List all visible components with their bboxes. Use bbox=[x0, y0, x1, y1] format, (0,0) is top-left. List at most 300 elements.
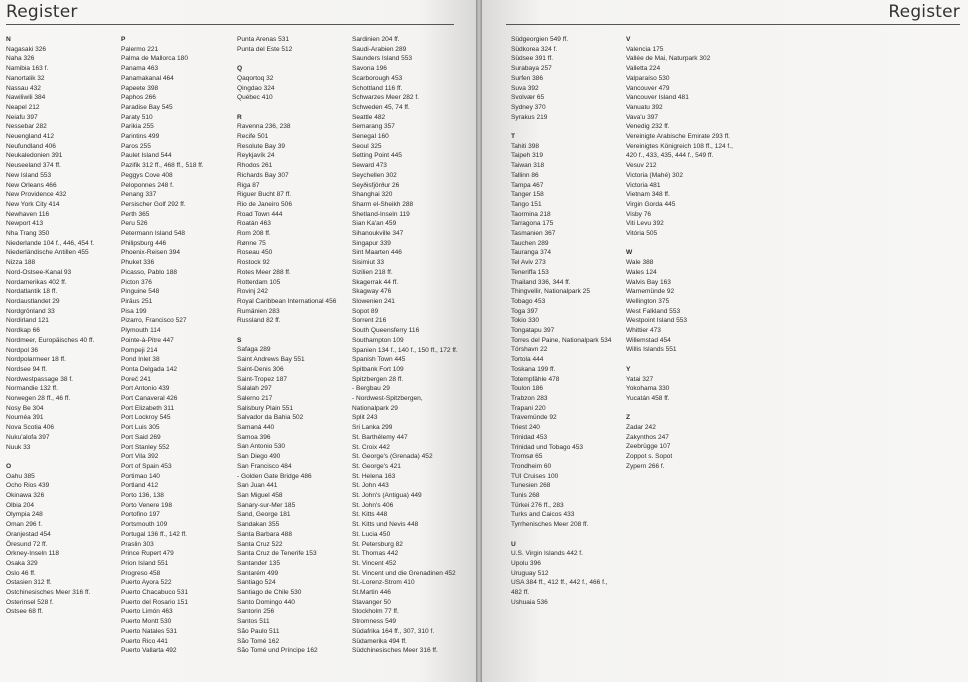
index-entry: Saunders Island 553 bbox=[352, 55, 413, 63]
index-entry: St. Petersburg 82 bbox=[352, 540, 403, 548]
index-entry: Westpoint Island 553 bbox=[626, 317, 688, 325]
index-entry: St. John 443 bbox=[352, 482, 389, 490]
index-letter-heading: Z bbox=[626, 414, 631, 422]
index-entry: Thailand 336, 344 ff. bbox=[511, 278, 571, 286]
index-entry: Peru 526 bbox=[121, 220, 148, 228]
index-entry: Vesuv 212 bbox=[626, 162, 657, 170]
index-entry: Tango 151 bbox=[511, 200, 542, 208]
index-entry: Zakynthos 247 bbox=[626, 433, 669, 441]
index-entry: Virgin Gorda 445 bbox=[626, 200, 676, 208]
index-entry: Wales 124 bbox=[626, 268, 657, 276]
section-gap bbox=[626, 239, 733, 249]
index-entry: Saint-Tropez 187 bbox=[237, 375, 287, 383]
index-entry: Warnemünde 92 bbox=[626, 288, 675, 296]
index-entry: Sri Lanka 299 bbox=[352, 424, 393, 432]
index-entry: Suva 392 bbox=[511, 84, 539, 92]
index-entry: Porto 136, 138 bbox=[121, 492, 164, 500]
index-entry: - Bergbau 29 bbox=[352, 385, 390, 393]
index-entry: Pizarro, Francisco 527 bbox=[121, 317, 187, 325]
index-entry: Salvador da Bahia 502 bbox=[237, 414, 304, 422]
index-entry: Resolute Bay 39 bbox=[237, 142, 286, 150]
index-entry: St. Lucia 450 bbox=[352, 530, 391, 538]
index-entry: Penang 337 bbox=[121, 191, 157, 199]
index-entry: Namibia 163 f. bbox=[6, 65, 49, 73]
index-entry: South Queensferry 116 bbox=[352, 327, 420, 335]
index-entry: Tarragona 175 bbox=[511, 220, 554, 228]
index-entry: Punta Arenas 531 bbox=[237, 36, 290, 43]
index-entry: New York City 414 bbox=[6, 200, 60, 208]
index-letter-heading: N bbox=[6, 36, 11, 43]
section-gap bbox=[237, 54, 336, 64]
index-entry: Spitbank Fort 109 bbox=[352, 365, 404, 373]
index-entry: Nordatlantik 18 ff. bbox=[6, 288, 58, 296]
index-entry: Tunesien 268 bbox=[511, 482, 551, 490]
index-entry: Santiago 524 bbox=[237, 579, 276, 587]
index-entry: Québec 410 bbox=[237, 94, 273, 102]
index-entry: Sint Maarten 446 bbox=[352, 249, 402, 257]
index-entry: Wellington 375 bbox=[626, 297, 670, 305]
index-entry: Parintins 499 bbox=[121, 133, 160, 141]
index-letter-heading: S bbox=[237, 336, 242, 344]
index-entry: Spitzbergen 28 ff. bbox=[352, 375, 404, 383]
index-entry: Nassau 432 bbox=[6, 84, 41, 92]
index-entry: Sand, George 181 bbox=[237, 511, 291, 519]
index-entry: Salisbury Plain 551 bbox=[237, 404, 294, 412]
index-entry: Shanghai 320 bbox=[352, 191, 393, 199]
index-entry: St. Thomas 442 bbox=[352, 550, 399, 558]
index-entry: San Miguel 458 bbox=[237, 492, 283, 499]
header-rule-right bbox=[506, 24, 960, 25]
header-rule-left bbox=[6, 24, 454, 25]
index-entry: Newhaven 116 bbox=[6, 210, 50, 218]
index-entry: Niederländische Antillen 455 bbox=[6, 249, 89, 257]
right-page bbox=[482, 0, 968, 682]
index-entry: Spanien 134 f., 140 f., 150 ff., 172 ff. bbox=[352, 346, 458, 354]
index-entry: Rotterdam 105 bbox=[237, 278, 281, 286]
index-entry: Seyðisfjörður 26 bbox=[352, 181, 400, 189]
index-entry: Punta del Este 512 bbox=[237, 45, 293, 53]
index-entry: Port Luis 305 bbox=[121, 424, 160, 432]
index-entry: Port Lockroy 545 bbox=[121, 414, 171, 422]
index-entry: Nessebar 282 bbox=[6, 123, 47, 131]
index-entry: Zypern 266 f. bbox=[626, 462, 665, 470]
index-entry: Puerto Ayora 522 bbox=[121, 579, 172, 587]
index-entry: Qingdao 324 bbox=[237, 84, 275, 92]
index-entry: Schweden 45, 74 ff. bbox=[352, 103, 410, 111]
index-entry: Nosy Be 304 bbox=[6, 404, 44, 412]
index-entry: Pointe-à-Pitre 447 bbox=[121, 336, 174, 344]
index-entry: Tahiti 398 bbox=[511, 142, 540, 150]
index-entry: Santander 135 bbox=[237, 559, 280, 567]
index-entry: Riga 87 bbox=[237, 181, 260, 189]
index-entry: Yatai 327 bbox=[626, 375, 654, 383]
index-entry: Seward 473 bbox=[352, 162, 387, 170]
index-entry: Svolvær 65 bbox=[511, 94, 545, 102]
index-entry: Yucatán 458 ff. bbox=[626, 394, 670, 402]
index-entry: Nordirland 121 bbox=[6, 317, 49, 325]
index-entry: Savona 196 bbox=[352, 65, 387, 73]
index-entry: Paros 255 bbox=[121, 142, 151, 150]
index-entry: St. George's (Grenada) 452 bbox=[352, 453, 433, 461]
index-entry: Nordaustlandet 29 bbox=[6, 297, 60, 305]
index-entry: Nuuk 33 bbox=[6, 443, 31, 451]
index-column bbox=[352, 35, 458, 656]
index-entry: Port Vila 392 bbox=[121, 453, 159, 461]
index-entry: Nordmeer, Europäisches 40 ff. bbox=[6, 336, 95, 344]
index-entry: Öresund 72 ff. bbox=[6, 540, 48, 548]
index-entry: Nuku'alofa 397 bbox=[6, 433, 50, 441]
index-entry: Portofino 197 bbox=[121, 511, 160, 519]
index-entry: Nordpolarmeer 18 ff. bbox=[6, 356, 66, 364]
index-entry: Slowenien 241 bbox=[352, 297, 395, 305]
index-entry: Tokio 330 bbox=[511, 317, 540, 325]
index-entry: Southampton 109 bbox=[352, 336, 404, 344]
index-entry: San Francisco 484 bbox=[237, 462, 292, 470]
index-entry: Semarang 357 bbox=[352, 123, 395, 131]
index-entry: Toga 397 bbox=[511, 307, 538, 315]
index-entry: Piräus 251 bbox=[121, 297, 153, 305]
index-entry: Naha 326 bbox=[6, 55, 35, 63]
index-entry: Tórshavn 22 bbox=[511, 346, 548, 354]
index-entry: St. Kitts und Nevis 448 bbox=[352, 521, 419, 529]
index-entry: Ushuaia 536 bbox=[511, 598, 548, 606]
index-entry: Totempfähle 478 bbox=[511, 375, 560, 383]
index-entry: Tromsø 65 bbox=[511, 453, 543, 461]
index-entry: Ocho Rios 439 bbox=[6, 482, 50, 490]
index-entry: Paulet Island 544 bbox=[121, 152, 172, 160]
index-entry: Singapur 339 bbox=[352, 239, 391, 247]
index-entry: Sorrent 216 bbox=[352, 317, 387, 325]
index-entry: Santa Cruz de Tenerife 153 bbox=[237, 550, 317, 558]
index-entry: Setting Point 445 bbox=[352, 152, 402, 160]
index-entry: Seoul 325 bbox=[352, 142, 382, 150]
index-entry: Toskana 199 ff. bbox=[511, 365, 556, 373]
index-entry: Newport 413 bbox=[6, 220, 44, 228]
index-entry: Türkei 276 ff., 283 bbox=[511, 501, 564, 509]
index-entry: Neufundland 406 bbox=[6, 142, 56, 150]
index-entry: Sardinien 204 ff. bbox=[352, 36, 400, 43]
index-entry: San Diego 490 bbox=[237, 453, 281, 461]
index-entry: Prince Rupert 479 bbox=[121, 550, 174, 558]
index-entry: USA 384 ff., 412 ff., 442 f., 466 f., bbox=[511, 579, 608, 587]
index-entry: Zadar 242 bbox=[626, 424, 656, 432]
index-entry: Samaná 440 bbox=[237, 424, 275, 432]
index-entry: Okinawa 326 bbox=[6, 492, 45, 500]
index-letter-heading: U bbox=[511, 540, 516, 548]
index-entry: Südsee 391 ff. bbox=[511, 55, 554, 63]
index-entry: Nawiliwili 384 bbox=[6, 94, 46, 102]
index-entry: Trinidad und Tobago 453 bbox=[511, 443, 584, 451]
index-entry: Panama 463 bbox=[121, 65, 159, 73]
index-entry: Santa Cruz 522 bbox=[237, 540, 283, 548]
index-entry: St. John's (Antigua) 449 bbox=[352, 492, 422, 500]
index-entry: Tauchen 289 bbox=[511, 239, 549, 247]
index-letter-heading: R bbox=[237, 113, 242, 121]
index-entry: Valencia 175 bbox=[626, 45, 664, 53]
index-entry: Port Elizabeth 311 bbox=[121, 404, 175, 412]
index-entry: Taiwan 318 bbox=[511, 162, 545, 170]
index-entry: Nordwestpassage 38 f. bbox=[6, 375, 73, 383]
index-column bbox=[237, 35, 336, 656]
index-entry: Samoa 396 bbox=[237, 433, 271, 441]
index-entry: Südafrika 164 ff., 307, 310 f. bbox=[352, 627, 435, 635]
index-entry: Teneriffa 153 bbox=[511, 268, 549, 276]
section-gap bbox=[511, 122, 611, 132]
index-entry: Oranjestad 454 bbox=[6, 530, 51, 538]
index-entry: Recife 501 bbox=[237, 133, 269, 140]
index-entry: Poreč 241 bbox=[121, 375, 151, 383]
index-letter-heading: P bbox=[121, 36, 126, 43]
index-entry: Santiago de Chile 530 bbox=[237, 589, 302, 597]
index-entry: Valletta 224 bbox=[626, 65, 661, 73]
index-entry: Tel Aviv 273 bbox=[511, 259, 546, 267]
index-column bbox=[626, 35, 733, 472]
index-entry: Sandakan 355 bbox=[237, 521, 280, 529]
index-entry: St. Vincent 452 bbox=[352, 559, 397, 567]
index-entry: Norwegen 28 ff., 46 ff. bbox=[6, 395, 71, 403]
index-entry: Sisimiut 33 bbox=[352, 259, 385, 267]
index-entry: São Tomé 162 bbox=[237, 637, 280, 645]
index-entry: Rønne 75 bbox=[237, 239, 266, 247]
index-entry: Puerto Natales 531 bbox=[121, 627, 178, 635]
index-entry: Nordsee 94 ff. bbox=[6, 365, 48, 373]
index-entry: Vallée de Mai, Naturpark 302 bbox=[626, 55, 711, 63]
index-entry: Nagasaki 326 bbox=[6, 45, 47, 53]
index-entry: Port Said 269 bbox=[121, 433, 161, 441]
index-entry: Sizilien 218 ff. bbox=[352, 268, 393, 276]
index-entry: Roatán 463 bbox=[237, 220, 271, 228]
section-gap bbox=[6, 452, 94, 462]
index-entry: Niederlande 104 f., 446, 454 f. bbox=[6, 239, 95, 247]
index-entry: Zeebrügge 107 bbox=[626, 443, 671, 451]
index-entry: Surabaya 257 bbox=[511, 65, 552, 73]
index-entry: Neukaledonien 391 bbox=[6, 152, 63, 160]
index-entry: Surfen 386 bbox=[511, 74, 544, 82]
section-gap bbox=[511, 530, 611, 540]
index-letter-heading: W bbox=[626, 249, 633, 257]
index-entry: Puerto del Rosario 151 bbox=[121, 598, 188, 606]
index-entry: Taipeh 319 bbox=[511, 152, 544, 160]
index-entry: Osterinsel 528 f. bbox=[6, 598, 54, 606]
index-entry: Prion Island 551 bbox=[121, 559, 169, 567]
index-entry: Pompeji 214 bbox=[121, 346, 158, 354]
index-entry: Porto Venere 198 bbox=[121, 501, 172, 509]
index-entry: Vitória 505 bbox=[626, 230, 658, 238]
index-entry: Ravenna 236, 238 bbox=[237, 123, 291, 131]
index-entry: New Providence 432 bbox=[6, 191, 67, 199]
index-entry: Turks and Caicos 433 bbox=[511, 511, 575, 519]
index-entry: Südkorea 324 f. bbox=[511, 45, 558, 53]
index-entry: Saint Andrews Bay 551 bbox=[237, 356, 305, 364]
index-entry: Nouméa 391 bbox=[6, 414, 44, 422]
index-entry: Tanger 158 bbox=[511, 191, 544, 199]
index-entry: Santa Barbara 488 bbox=[237, 530, 292, 538]
index-entry: Panamakanal 464 bbox=[121, 74, 174, 82]
index-entry: Tyrrhenisches Meer 208 ff. bbox=[511, 521, 589, 529]
index-entry: Tallinn 86 bbox=[511, 171, 539, 179]
index-entry: Viti Levu 392 bbox=[626, 220, 664, 228]
index-entry: Skagway 476 bbox=[352, 288, 392, 296]
index-entry: Paraty 510 bbox=[121, 113, 153, 121]
index-entry: Rom 208 ff. bbox=[237, 230, 271, 238]
index-entry: Sharm el-Sheikh 288 bbox=[352, 200, 414, 208]
index-entry: Ostchinesisches Meer 316 ff. bbox=[6, 589, 91, 597]
index-entry: Rio de Janeiro 506 bbox=[237, 200, 292, 208]
index-entry: Perth 365 bbox=[121, 210, 150, 218]
index-entry: Tobago 453 bbox=[511, 297, 546, 305]
index-entry: Venedig 232 ff. bbox=[626, 123, 670, 131]
index-entry: Saudi-Arabien 289 bbox=[352, 45, 407, 53]
index-entry: Salalah 297 bbox=[237, 385, 272, 393]
index-entry: West Falkland 553 bbox=[626, 307, 681, 315]
index-entry: Nordpol 36 bbox=[6, 346, 39, 354]
index-entry: Uruguay 512 bbox=[511, 569, 549, 577]
index-entry: Santarém 499 bbox=[237, 569, 279, 577]
left-page bbox=[0, 0, 476, 682]
index-entry: São Tomé und Príncipe 162 bbox=[237, 647, 318, 655]
index-entry: Olbia 204 bbox=[6, 501, 35, 509]
index-entry: Port Canaveral 426 bbox=[121, 395, 178, 403]
index-entry: Seychellen 302 bbox=[352, 171, 397, 179]
index-entry: Willis Islands 551 bbox=[626, 346, 677, 354]
index-entry: Visby 76 bbox=[626, 210, 651, 218]
index-entry: Yokohama 330 bbox=[626, 385, 670, 393]
index-letter-heading: Q bbox=[237, 65, 243, 73]
index-entry: Nationalpark 29 bbox=[352, 404, 398, 412]
index-entry: Split 243 bbox=[352, 414, 378, 422]
index-entry: Neuseeland 374 ff. bbox=[6, 162, 61, 170]
index-entry: Normandie 132 ff. bbox=[6, 385, 58, 393]
index-entry: Rumänien 283 bbox=[237, 307, 280, 315]
index-letter-heading: Y bbox=[626, 365, 631, 373]
index-entry: Zoppot s. Sopot bbox=[626, 453, 673, 461]
index-entry: St. John's 406 bbox=[352, 501, 394, 509]
index-entry: St.Martin 446 bbox=[352, 589, 391, 597]
section-gap bbox=[626, 404, 733, 414]
index-entry: Sanary-sur-Mer 185 bbox=[237, 501, 296, 509]
index-entry: Pinguine 548 bbox=[121, 288, 160, 296]
index-entry: Richards Bay 307 bbox=[237, 171, 289, 179]
index-column bbox=[6, 35, 94, 617]
index-entry: Südamerika 494 ff. bbox=[352, 637, 407, 645]
index-entry: Ostasien 312 ff. bbox=[6, 579, 52, 587]
index-entry: Tunis 268 bbox=[511, 492, 540, 500]
index-entry: Stromness 549 bbox=[352, 618, 397, 626]
index-entry: Nizza 188 bbox=[6, 259, 36, 267]
page-title-right: Register bbox=[888, 2, 960, 22]
index-entry: Trinidad 453 bbox=[511, 433, 548, 441]
index-entry: Papeete 398 bbox=[121, 84, 159, 92]
index-entry: Persischer Golf 292 ff. bbox=[121, 200, 186, 208]
index-entry: Pisa 199 bbox=[121, 307, 147, 315]
index-entry: Rostock 92 bbox=[237, 259, 270, 267]
index-entry: Riguer Bucht 87 ff. bbox=[237, 191, 292, 199]
index-entry: Upolu 396 bbox=[511, 559, 541, 567]
index-entry: Petermann Island 548 bbox=[121, 230, 186, 238]
section-gap bbox=[237, 326, 336, 336]
index-entry: Port Antonio 439 bbox=[121, 385, 170, 393]
index-entry: Orkney-Inseln 118 bbox=[6, 550, 60, 558]
index-entry: St. Vincent und die Grenadinen 452 bbox=[352, 569, 456, 577]
index-entry: Torres del Paine, Nationalpark 534 bbox=[511, 336, 612, 344]
index-entry: Ostsee 68 ff. bbox=[6, 608, 43, 616]
index-entry: Qaqortoq 32 bbox=[237, 74, 274, 82]
index-entry: Safaga 289 bbox=[237, 346, 271, 354]
index-entry: St. George's 421 bbox=[352, 462, 401, 470]
index-entry: Santorin 256 bbox=[237, 608, 275, 616]
index-entry: Phuket 336 bbox=[121, 259, 155, 267]
index-entry: Parikia 255 bbox=[121, 123, 154, 131]
index-entry: San Antonio 530 bbox=[237, 443, 286, 451]
index-entry: 420 f., 433, 435, 444 f., 549 ff. bbox=[626, 152, 714, 160]
index-entry: Paphos 266 bbox=[121, 94, 156, 102]
index-entry: Pazifik 312 ff., 468 ff., 518 ff. bbox=[121, 162, 204, 170]
index-entry: Salerno 217 bbox=[237, 394, 273, 402]
index-entry: Trondheim 60 bbox=[511, 462, 552, 470]
index-entry: Vancouver 479 bbox=[626, 84, 670, 92]
index-entry: Oman 296 f. bbox=[6, 521, 43, 529]
index-entry: Wale 388 bbox=[626, 259, 654, 267]
index-entry: - Golden Gate Bridge 486 bbox=[237, 472, 312, 480]
index-entry: Nha Trang 350 bbox=[6, 230, 50, 238]
index-entry: Neuengland 412 bbox=[6, 133, 55, 141]
index-entry: Road Town 444 bbox=[237, 210, 283, 218]
index-entry: Skagerrak 44 ff. bbox=[352, 278, 399, 286]
index-entry: Saint-Denis 306 bbox=[237, 365, 284, 373]
index-entry: Olympia 248 bbox=[6, 511, 43, 519]
index-entry: Taormina 218 bbox=[511, 210, 551, 218]
index-entry: Thingvellir, Nationalpark 25 bbox=[511, 288, 590, 296]
index-entry: Neapel 212 bbox=[6, 103, 40, 111]
section-gap bbox=[237, 103, 336, 113]
index-entry: Tongatapu 397 bbox=[511, 327, 555, 335]
index-entry: Valparaíso 530 bbox=[626, 74, 670, 82]
index-entry: Ponta Delgada 142 bbox=[121, 365, 178, 373]
index-entry: Portimao 140 bbox=[121, 472, 160, 480]
index-entry: Puerto Chacabuco 531 bbox=[121, 589, 188, 597]
index-entry: Nanortalik 32 bbox=[6, 74, 45, 82]
index-entry: Senegal 160 bbox=[352, 133, 389, 141]
index-entry: Trapani 220 bbox=[511, 404, 546, 412]
index-entry: TUI Cruises 100 bbox=[511, 472, 559, 480]
index-entry: Victoria (Mahé) 302 bbox=[626, 171, 684, 179]
index-entry: Peloponnes 248 f. bbox=[121, 181, 174, 189]
index-entry: New Island 553 bbox=[6, 171, 52, 179]
index-entry: Philipsburg 446 bbox=[121, 239, 167, 247]
index-entry: Whittier 473 bbox=[626, 327, 661, 335]
index-entry: Schottland 116 ff. bbox=[352, 84, 403, 92]
index-entry: Portugal 136 ff., 142 ff. bbox=[121, 530, 188, 538]
index-entry: Roseau 450 bbox=[237, 249, 273, 257]
index-entry: Tortola 444 bbox=[511, 356, 544, 364]
index-entry: Reykjavík 24 bbox=[237, 152, 275, 160]
index-letter-heading: V bbox=[626, 36, 631, 43]
index-letter-heading: O bbox=[6, 462, 12, 470]
index-entry: Vava'u 397 bbox=[626, 113, 659, 121]
index-entry: Sydney 370 bbox=[511, 103, 546, 111]
index-entry: Port of Spain 453 bbox=[121, 462, 172, 470]
index-entry: Rovinj 242 bbox=[237, 288, 268, 296]
index-entry: Picasso, Pablo 188 bbox=[121, 268, 178, 276]
index-entry: San Juan 441 bbox=[237, 482, 278, 490]
index-entry: Palermo 221 bbox=[121, 45, 159, 53]
index-entry: Vanuatu 392 bbox=[626, 103, 663, 111]
index-column bbox=[121, 35, 204, 656]
index-entry: Toulon 186 bbox=[511, 385, 544, 393]
index-entry: Royal Caribbean International 456 bbox=[237, 297, 337, 305]
index-entry: Santos 511 bbox=[237, 618, 270, 626]
index-entry: Schwarzes Meer 282 f. bbox=[352, 94, 419, 102]
